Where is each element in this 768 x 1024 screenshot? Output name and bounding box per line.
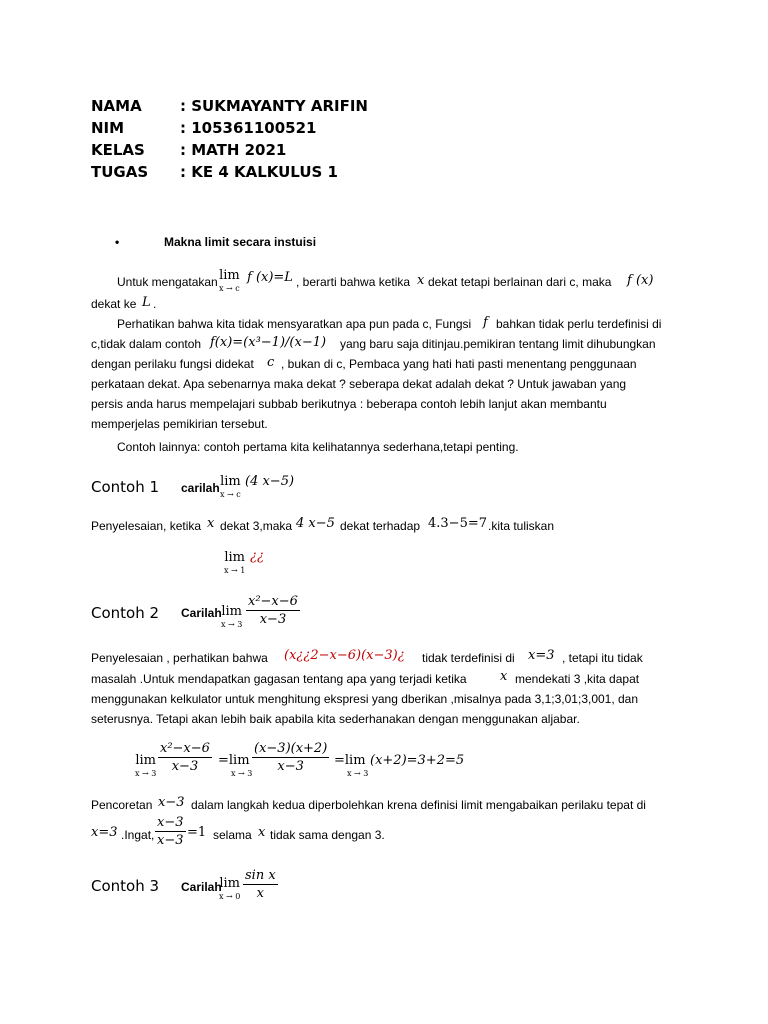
note-text: tidak sama dengan 3. — [270, 828, 385, 842]
nim-label: NIM — [91, 119, 125, 137]
example-2-prompt: Carilah — [181, 606, 222, 620]
intro-text: dengan perilaku fungsi didekat — [91, 357, 254, 371]
intro-text: dekat tetapi berlainan dari c, maka — [428, 275, 612, 289]
example-3-prompt: Carilah — [181, 880, 222, 894]
equals-one: =1 — [187, 825, 207, 840]
limit-subscript: x → 3 — [347, 769, 369, 778]
intro-text: yang baru saja ditinjau.pemikiran tentang limit dihubungkan — [340, 337, 656, 351]
intro-text: memperjelas pemikirian tersebut. — [91, 417, 268, 431]
note-text: .Ingat, — [121, 828, 155, 842]
nim-value: : 105361100521 — [180, 119, 317, 137]
nama-label: NAMA — [91, 97, 142, 115]
example-2-label: Contoh 2 — [91, 604, 160, 622]
fraction: x²−x−6 x−3 — [248, 594, 298, 627]
limit-notation: lim x → 0 — [219, 876, 241, 901]
example-3-label: Contoh 3 — [91, 877, 160, 895]
solution-text: Penyelesaian, ketika — [91, 519, 202, 533]
math-variable: x — [207, 516, 215, 531]
solution-text: .kita tuliskan — [488, 519, 555, 533]
tugas-label: TUGAS — [91, 163, 149, 181]
math-expression: f (x) — [627, 273, 654, 288]
kelas-label: KELAS — [91, 141, 145, 159]
math-variable: x — [500, 669, 508, 684]
intro-text: dekat ke — [91, 297, 137, 311]
intro-text: bahkan tidak perlu terdefinisi di — [496, 317, 662, 331]
intro-text: , berarti bahwa ketika — [296, 275, 411, 289]
math-expression: ¿¿ — [250, 549, 264, 564]
solution-text: , tetapi itu tidak — [562, 651, 643, 665]
intro-text: persis anda harus mempelajari subbab berikutnya : beberapa contoh lebih lanjut akan membantu — [91, 397, 607, 411]
math-variable: L — [142, 295, 151, 310]
math-variable: x — [417, 273, 425, 288]
math-expression: (x+2)=3+2=5 — [370, 753, 465, 768]
solution-text: masalah .Untuk mendapatkan gagasan tentang apa yang terjadi ketika — [91, 672, 467, 686]
intro-text: c,tidak dalam contoh — [91, 337, 202, 351]
bullet-icon: • — [115, 235, 120, 249]
solution-text: mendekati 3 ,kita dapat — [515, 672, 640, 686]
equals-limit: =lim — [334, 753, 366, 768]
fraction: x²−x−6 x−3 — [160, 741, 210, 774]
math-variable: c — [267, 355, 275, 370]
math-expression: (x¿¿2−x−6)(x−3)¿ — [284, 648, 405, 663]
note-text: Pencoretan — [91, 798, 153, 812]
intro-text: . — [153, 297, 157, 311]
example-1-label: Contoh 1 — [91, 478, 160, 496]
note-text: selama — [213, 828, 252, 842]
intro-text: Perhatikan bahwa kita tidak mensyaratkan apa pun pada c, Fungsi — [117, 317, 472, 331]
intro-text: Untuk mengatakan — [117, 275, 218, 289]
intro-text: perkataan dekat. Apa sebenarnya maka dekat ? seberapa dekat adalah dekat ? Untuk jawaban yang — [91, 377, 627, 391]
math-variable: f — [483, 315, 488, 330]
math-expression: (4 x−5) — [245, 474, 295, 489]
math-expression: 4.3−5=7 — [428, 516, 488, 531]
solution-text: tidak terdefinisi di — [422, 651, 515, 665]
solution-text: menggunakan kelkulator untuk menghitung ekspresi yang dberikan ,misalnya pada 3,1;3,01;3,001, dan — [91, 692, 639, 706]
math-variable: x — [258, 825, 266, 840]
solution-text: dekat 3,maka — [220, 519, 293, 533]
fraction: sin x x — [245, 868, 276, 901]
intro-text: Contoh lainnya: contoh pertama kita kelihatannya sederhana,tetapi penting. — [117, 440, 519, 454]
fraction: (x−3)(x+2) x−3 — [254, 741, 328, 774]
limit-notation: lim x → c — [220, 474, 241, 499]
note-text: dalam langkah kedua diperbolehkan krena definisi limit mengabaikan perilaku tepat di — [191, 798, 646, 812]
limit-notation: lim x → c — [219, 268, 240, 293]
math-expression: f (x)=L — [247, 270, 293, 285]
solution-text: Penyelesaian , perhatikan bahwa — [91, 651, 268, 665]
limit-notation: lim x → 3 — [135, 753, 157, 778]
solution-text: dekat terhadap — [340, 519, 421, 533]
example-1-prompt: carilah — [181, 481, 220, 495]
kelas-value: : MATH 2021 — [180, 141, 287, 159]
math-expression: x=3 — [528, 648, 555, 663]
math-expression: f(x)=(x³−1)/(x−1) — [210, 335, 327, 350]
equals-limit: =lim — [218, 753, 250, 768]
section-title: Makna limit secara instuisi — [164, 235, 317, 249]
limit-notation: lim x → 1 — [224, 550, 246, 575]
math-expression: x−3 — [158, 795, 185, 810]
limit-notation: lim x → 3 — [221, 604, 243, 629]
intro-text: , bukan di c, Pembaca yang hati hati pasti menentang penggunaan — [281, 357, 637, 371]
fraction: x−3 x−3 — [157, 815, 184, 848]
limit-subscript: x → 3 — [231, 769, 253, 778]
tugas-value: : KE 4 KALKULUS 1 — [180, 163, 338, 181]
nama-value: : SUKMAYANTY ARIFIN — [180, 97, 368, 115]
solution-text: seterusnya. Tetapi akan lebih baik apabila kita sederhanakan dengan menggunakan aljabar. — [91, 712, 580, 726]
math-expression: x=3 — [91, 825, 118, 840]
math-expression: 4 x−5 — [296, 516, 335, 531]
